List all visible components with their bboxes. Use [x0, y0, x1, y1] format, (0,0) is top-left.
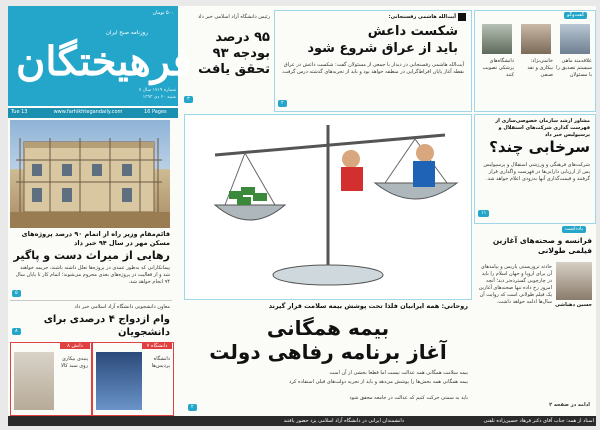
- editorial-kicker: آیت‌الله هاشمی رفسنجانی:: [388, 14, 456, 20]
- budget-headline-2[interactable]: بودجه ۹۳: [212, 46, 270, 61]
- opinion-body: حادثه تروریستی پاریس و پیامدهای آن برای اروپا و جهان اسلام را باید در چارچوبی گسترده‌تر دید؛ آنچه امروز رخ داده تنها صحنه‌های آغازین یک فیلم طولانی است که روایت آن سال‌ها ادامه خواهد داشت.: [478, 264, 552, 305]
- child-photo: [14, 352, 54, 410]
- masthead-issue: شماره ۱۷۱۹ سال ۷: [138, 88, 176, 93]
- main-headline-1[interactable]: بیمه همگانی: [266, 316, 390, 340]
- person-photo: [560, 24, 590, 54]
- culture-caption: پنبه‌ی بیکاری روی سبد کالا: [61, 356, 88, 369]
- sports-body: شرکت‌های فرهنگی و ورزشی استقلال و پرسپولیس پس از ارزیابی دارایی‌ها در فهرست واگذاری قرار گرفتند و قیمت‌گذاری آنها به‌زودی اعلام خواهد شد.: [483, 162, 590, 182]
- scale-cartoon: [185, 115, 471, 299]
- housing-photo: [10, 120, 170, 228]
- sports-headline[interactable]: سرخابی چند؟: [489, 138, 590, 156]
- person-photo: [521, 24, 551, 54]
- housing-body: پیمانکارانی که به‌طور عمدی در پروژه‌ها تعلل داشته باشند، جریمه خواهند شد و از فعالیت در پروژه‌های بعدی محروم می‌شوند؛ اتمام کار تا پایان سال ۹۴ انجام خواهد شد.: [15, 265, 170, 285]
- opinion-tag: یادداشت: [562, 226, 586, 233]
- editorial-headline-1[interactable]: شکست داعش: [367, 24, 458, 39]
- budget-kicker: رئیس دانشگاه آزاد اسلامی خبر داد: [197, 14, 270, 20]
- price-label: ۵۰۰ تومان: [152, 10, 174, 16]
- loan-page-ref[interactable]: ۸: [12, 328, 21, 335]
- university-tab: ۷ دانشگاه: [142, 343, 172, 349]
- budget-headline-3[interactable]: تحقق یافت: [198, 62, 270, 77]
- people-section-tag: گفت‌وگو: [564, 12, 587, 19]
- building-illustration: [10, 120, 170, 228]
- website-link[interactable]: www.farhikhtegandaily.com: [53, 109, 123, 115]
- opinion-title[interactable]: فرانسه و صحنه‌های آغازین فیلمی طولانی: [492, 236, 592, 255]
- footer-text-left[interactable]: دانشمندان ایرانی در دانشگاه آزاد اسلامی یزد حضور یافتند: [283, 418, 404, 424]
- university-caption: دانشگاه پردیس‌ها: [151, 356, 170, 369]
- pages-label: 16 Pages: [144, 109, 167, 115]
- footer-text-right[interactable]: اسناد از همه: جناب آقای دکتر فرهاد حسین‌زاده تلفنی: [483, 418, 594, 424]
- main-bullet: بیمه سلامت همگانی همه عدالت نیست اما قطعا بخشی از آن است: [329, 370, 468, 376]
- masthead-subtitle: روزنامه صبح ایران: [105, 30, 148, 36]
- sports-kicker: مشاور ارشد سازمان خصوصی‌سازی از فهرست گذاری شرکت‌های استقلال و پرسپولیس خبر داد: [495, 118, 590, 138]
- day-label: Tue 13: [11, 109, 28, 115]
- housing-page-ref[interactable]: ۵: [12, 290, 21, 297]
- budget-page-ref[interactable]: ۳: [184, 96, 193, 103]
- person-caption[interactable]: خاتمی‌نژاد: بیکاری و تقد صنفی: [527, 58, 553, 78]
- culture-tab: ۸ دانش: [60, 343, 90, 349]
- divider: [10, 300, 172, 301]
- person-photo: [482, 24, 512, 54]
- masthead-date: شنبه ۲۰ دی ۱۳۹۳: [142, 95, 176, 100]
- logo-wordmark: فرهیختگان: [16, 38, 192, 85]
- cartoon-box: [184, 114, 472, 300]
- newspaper-front-page: [8, 6, 596, 426]
- main-headline-2[interactable]: آغاز برنامه رفاهی دولت: [209, 340, 447, 364]
- person-caption[interactable]: دانشگاه‌های پزشکی تصویب کنند: [482, 58, 514, 78]
- opinion-author: حسین دهباشی: [555, 302, 592, 308]
- sports-page-ref[interactable]: ۱۱: [478, 210, 489, 217]
- author-photo: [556, 262, 592, 300]
- main-kicker: روحانی: همه ایرانیان فلذا تحت پوشش بیمه سلامت قرار گیرند: [268, 302, 468, 310]
- housing-kicker: قائم‌مقام وزیر راه از اتمام ۹۰ درصد پروژه‌های مسکن مهر در سال ۹۴ خبر داد: [21, 230, 170, 247]
- main-page-ref[interactable]: ۲: [188, 404, 197, 411]
- editorial-page-ref[interactable]: ۲: [278, 100, 287, 107]
- person-caption[interactable]: علاقه‌مند ماهی سیستم تصدیق را با مسئولان: [556, 58, 592, 78]
- loan-headline[interactable]: وام ازدواج ۴ درصدی برای دانشجویان: [43, 314, 170, 338]
- loan-kicker: معاون دانشجویی دانشگاه آزاد اسلامی خبر داد: [74, 304, 170, 310]
- editorial-headline-2[interactable]: باید از عراق شروع شود: [307, 41, 458, 56]
- housing-headline[interactable]: رهایی از میراث دست و پاگیر: [13, 249, 170, 262]
- budget-headline-1[interactable]: ۹۵ درصد: [215, 30, 270, 45]
- main-bullet: بیمه همگانی همه بخش‌ها را پوشش می‌دهد و باید از تجربه دولت‌های قبلی استفاده کرد: [289, 379, 468, 385]
- graduation-photo: [96, 352, 142, 410]
- briefcase-icon: [458, 13, 466, 21]
- opinion-page-ref[interactable]: ادامه در صفحه ۲: [549, 402, 590, 408]
- editorial-body: آیت‌الله هاشمی رفسنجانی در دیدار با جمعی از مسئولان گفت: شکست داعش در عراق نقطه آغاز پایان افراط‌گرایی در منطقه خواهد بود و باید از تجربه‌های گذشته درس گرفت.: [281, 62, 464, 75]
- main-bullet: باید به سمتی حرکت کنیم که عدالت در جامعه محقق شود: [349, 395, 468, 401]
